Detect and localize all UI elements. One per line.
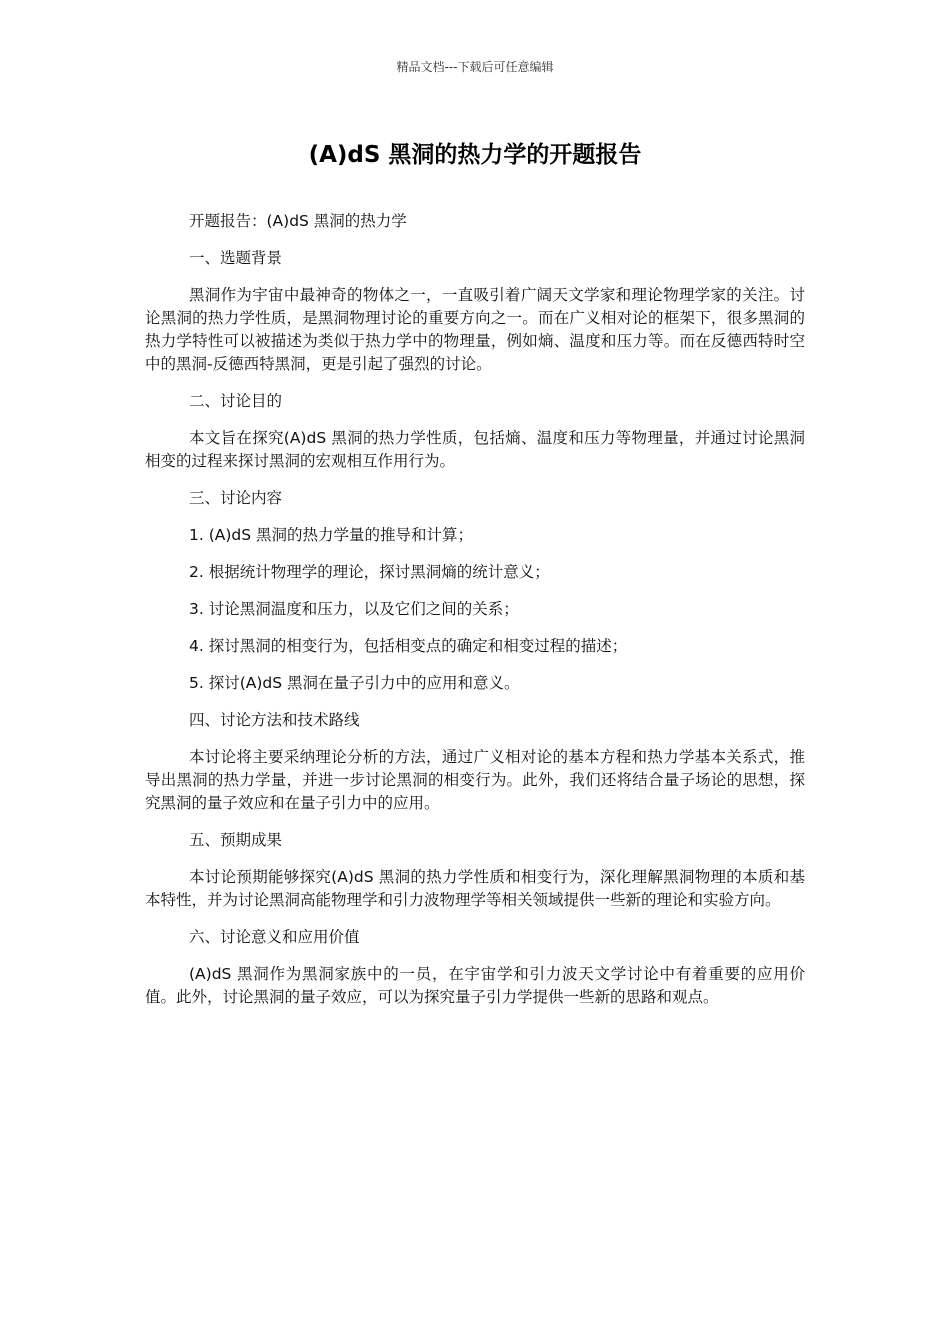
section-text-results: 本讨论预期能够探究(A)dS 黑洞的热力学性质和相变行为，深化理解黑洞物理的本质和基本特性，并为讨论黑洞高能物理学和引力波物理学等相关领域提供一些新的理论和实验方向。 xyxy=(145,868,805,909)
section-heading-results: 五、预期成果 xyxy=(189,831,283,849)
section-heading-purpose: 二、讨论目的 xyxy=(189,392,283,410)
document-body xyxy=(145,210,805,1023)
section-heading-method: 四、讨论方法和技术路线 xyxy=(189,711,360,729)
page-header-watermark: 精品文档---下载后可任意编辑 xyxy=(396,60,554,74)
document-title: (A)dS 黑洞的热力学的开题报告 xyxy=(308,142,642,168)
section-text-background: 黑洞作为宇宙中最神奇的物体之一，一直吸引着广阔天文学家和理论物理学家的关注。讨论黑洞的热力学性质，是黑洞物理讨论的重要方向之一。而在广义相对论的框架下，很多黑洞的热力学特性可以被描述为类似于热力学中的物理量，例如熵、温度和压力等。而在反德西特时空中的黑洞-反德西特黑洞，更是引起了强烈的讨论。 xyxy=(145,286,805,373)
section-text-method: 本讨论将主要采纳理论分析的方法，通过广义相对论的基本方程和热力学基本关系式，推导出黑洞的热力学量，并进一步讨论黑洞的相变行为。此外，我们还将结合量子场论的思想，探究黑洞的量子效应和在量子引力中的应用。 xyxy=(145,748,805,812)
list-item: 3. 讨论黑洞温度和压力，以及它们之间的关系； xyxy=(189,600,519,618)
section-heading-content: 三、讨论内容 xyxy=(189,489,283,507)
list-item: 2. 根据统计物理学的理论，探讨黑洞熵的统计意义； xyxy=(189,563,550,581)
list-item: 5. 探讨(A)dS 黑洞在量子引力中的应用和意义。 xyxy=(189,674,520,692)
section-text-purpose: 本文旨在探究(A)dS 黑洞的热力学性质，包括熵、温度和压力等物理量，并通过讨论黑洞相变的过程来探讨黑洞的宏观相互作用行为。 xyxy=(145,429,805,470)
section-heading-background: 一、选题背景 xyxy=(189,249,283,267)
section-heading-significance: 六、讨论意义和应用价值 xyxy=(189,928,360,946)
section-text-significance: (A)dS 黑洞作为黑洞家族中的一员，在宇宙学和引力波天文学讨论中有着重要的应用价值。此外，讨论黑洞的量子效应，可以为探究量子引力学提供一些新的思路和观点。 xyxy=(145,965,805,1006)
list-item: 4. 探讨黑洞的相变行为，包括相变点的确定和相变过程的描述； xyxy=(189,637,628,655)
list-item: 1. (A)dS 黑洞的热力学量的推导和计算； xyxy=(189,526,474,544)
intro-line: 开题报告：(A)dS 黑洞的热力学 xyxy=(189,212,407,230)
